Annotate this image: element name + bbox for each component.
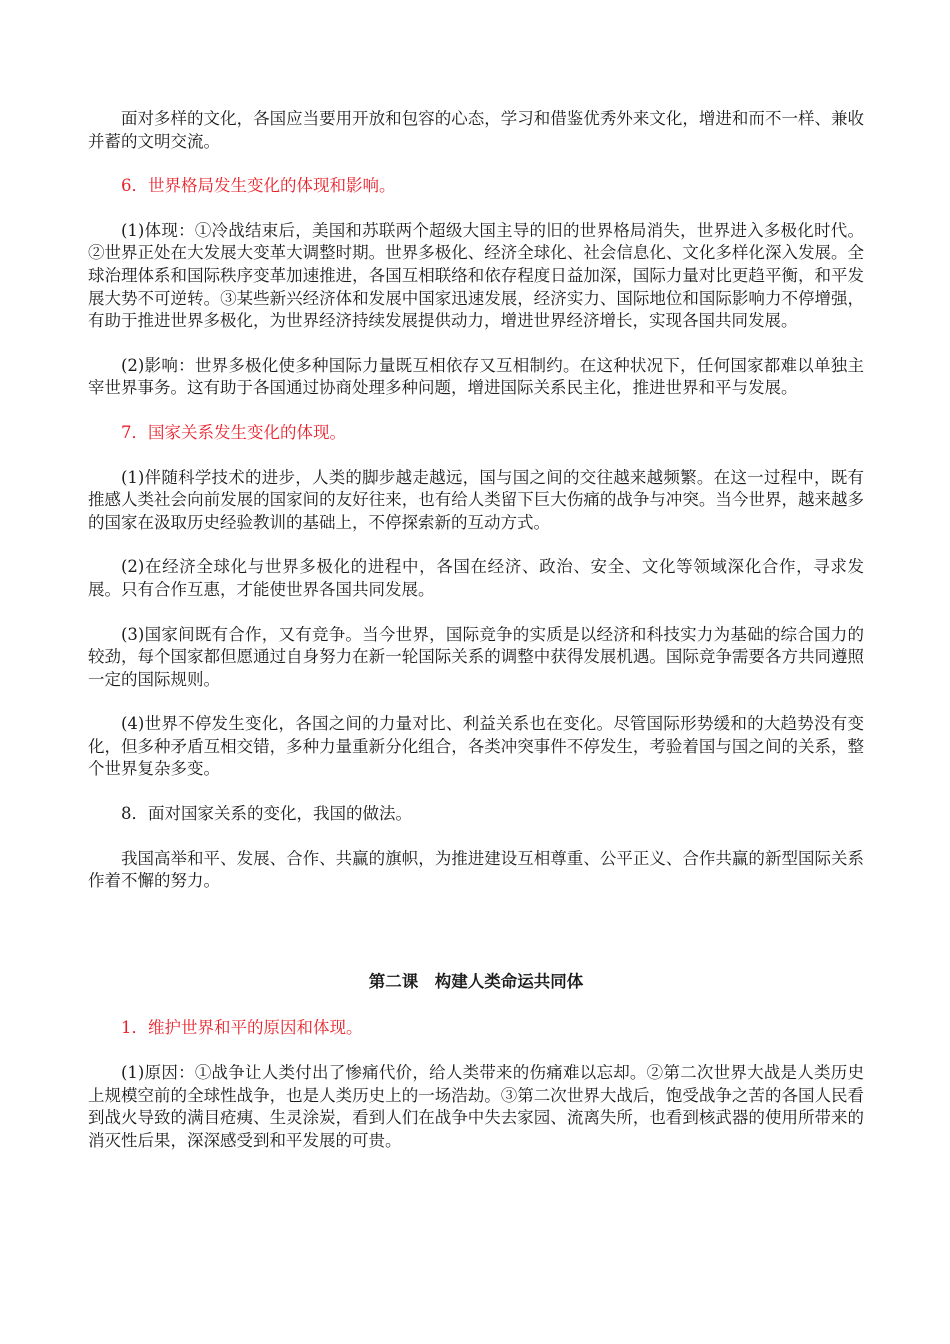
paragraph-relations-2: (2)在经济全球化与世界多极化的进程中，各国在经济、政治、安全、文化等领域深化合作，寻求发展。只有合作互惠，才能使世界各国共同发展。 — [88, 557, 864, 599]
paragraph-relations-3: (3)国家间既有合作，又有竞争。当今世界，国际竞争的实质是以经济和科技实力为基础的综合国力的较劲，每个国家都但愿通过自身努力在新一轮国际关系的调整中获得发展机遇。国际竞争需要各方共同遵照一定的国际规则。 — [88, 624, 864, 689]
paragraph-pattern-influence: (2)影响：世界多极化使多种国际力量既互相依存又互相制约。在这种状况下，任何国家都难以单独主宰世界事务。这有助于各国通过协商处理多种问题，增进国际关系民主化，推进世界和平与发展。 — [88, 355, 864, 398]
heading-state-relations: 7．国家关系发生变化的体现。 — [121, 422, 346, 442]
document-page — [88, 108, 864, 1152]
paragraph-culture-exchange: 面对多样的文化，各国应当要用开放和包容的心态，学习和借鉴优秀外来文化，增进和而不一样、兼收并蓄的文明交流。 — [88, 109, 864, 151]
paragraph-pattern-manifestation: (1)体现：①冷战结束后，美国和苏联两个超级大国主导的旧的世界格局消失，世界进入多极化时代。②世界正处在大发展大变革大调整时期。世界多极化、经济全球化、社会信息化、文化多样化深入发展。全球治理体系和国际秩序变革加速推进，各国互相联络和依存程度日益加深，国际力量对比更趋平衡，和平发展大势不可逆转。③某些新兴经济体和发展中国家迅速发展，经济实力、国际地位和国际影响力不停增强，有助于推进世界多极化，为世界经济持续发展提供动力，增进世界经济增长，实现各国共同发展。 — [88, 220, 864, 331]
paragraph-china-approach: 我国高举和平、发展、合作、共赢的旗帜，为推进建设互相尊重、公平正义、合作共赢的新型国际关系作着不懈的努力。 — [88, 848, 864, 891]
paragraph-relations-1: (1)伴随科学技术的进步，人类的脚步越走越远，国与国之间的交往越来越频繁。在这一过程中，既有推感人类社会向前发展的国家间的友好往来，也有给人类留下巨大伤痛的战争与冲突。当今世界，越来越多的国家在汲取历史经验教训的基础上，不停探索新的互动方式。 — [88, 467, 864, 532]
paragraph-relations-4: (4)世界不停发生变化，各国之间的力量对比、利益关系也在变化。尽管国际形势缓和的大趋势没有变化，但多种矛盾互相交错，多种力量重新分化组合，各类冲突事件不停发生，考验着国与国之间的关系，整个世界复杂多变。 — [88, 714, 864, 779]
heading-world-pattern: 6．世界格局发生变化的体现和影响。 — [121, 176, 396, 196]
heading-maintain-peace: 1．维护世界和平的原因和体现。 — [121, 1018, 363, 1038]
lesson-title: 第二课 构建人类命运共同体 — [368, 971, 584, 991]
heading-china-approach: 8．面对国家关系的变化，我国的做法。 — [121, 804, 412, 824]
paragraph-peace-reasons: (1)原因：①战争让人类付出了惨痛代价，给人类带来的伤痛难以忘却。②第二次世界大战是人类历史上规模空前的全球性战争，也是人类历史上的一场浩劫。③第二次世界大战后，饱受战争之苦的各国人民看到战火导致的满目疮痍、生灵涂炭，看到人们在战争中失去家园、流离失所，也看到核武器的使用所带来的消灭性后果，深深感受到和平发展的可贵。 — [88, 1063, 864, 1150]
